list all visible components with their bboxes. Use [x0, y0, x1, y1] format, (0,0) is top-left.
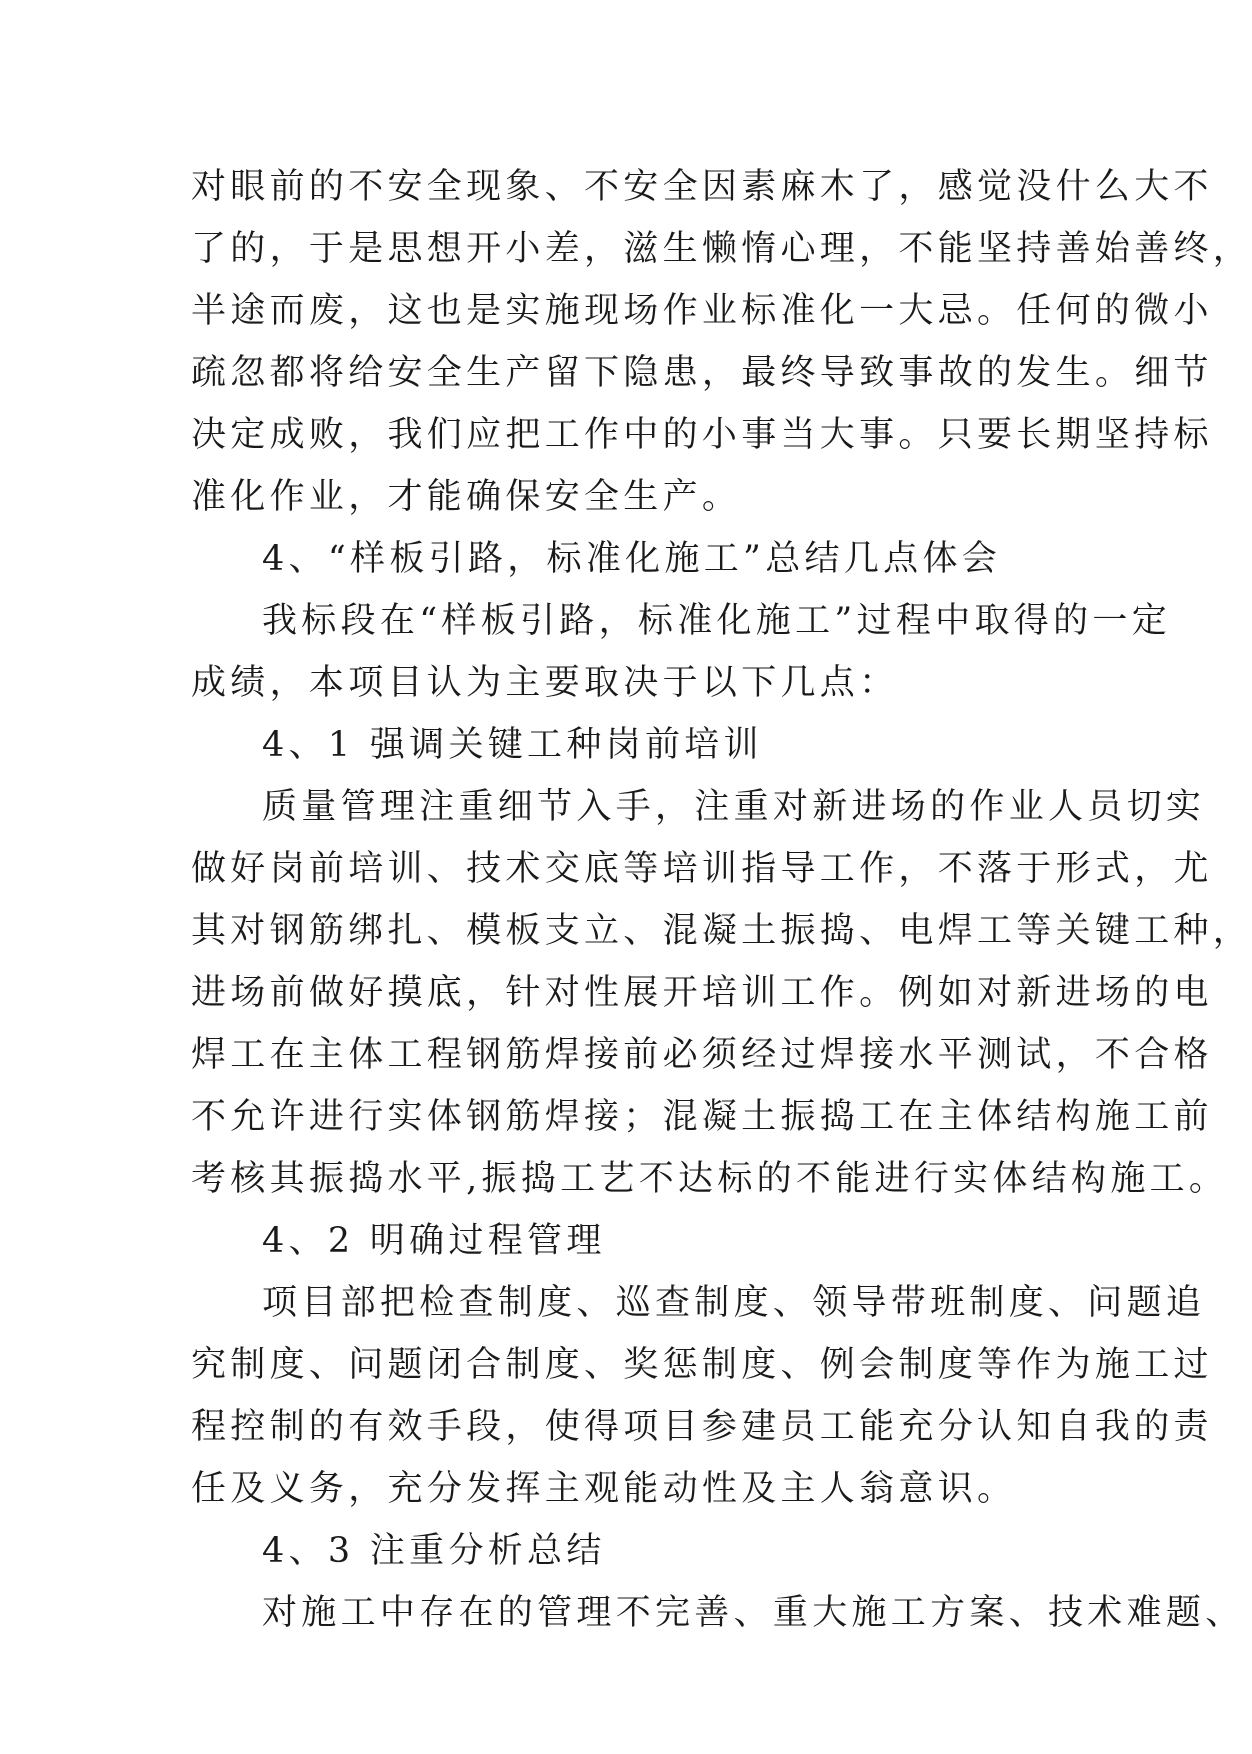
text-line: 任及义务，充分发挥主观能动性及主人翁意识。 — [191, 1469, 1017, 1509]
text-line: 质量管理注重细节入手，注重对新进场的作业人员切实 — [262, 787, 1206, 827]
text-line: 准化作业，才能确保安全生产。 — [191, 477, 742, 517]
text-line: 其对钢筋绑扎、模板支立、混凝土振捣、电焊工等关键工种， — [191, 911, 1252, 951]
text-line: 做好岗前培训、技术交底等培训指导工作，不落于形式，尤 — [191, 849, 1213, 889]
text-line: 不允许进行实体钢筋焊接；混凝土振捣工在主体结构施工前 — [191, 1097, 1213, 1137]
subsection-heading: 4、1 强调关键工种岗前培训 — [262, 725, 763, 765]
text-line: 项目部把检查制度、巡查制度、领导带班制度、问题追 — [262, 1283, 1206, 1323]
text-line: 究制度、问题闭合制度、奖惩制度、例会制度等作为施工过 — [191, 1345, 1213, 1385]
text-line: 焊工在主体工程钢筋焊接前必须经过焊接水平测试，不合格 — [191, 1035, 1213, 1075]
text-line: 疏忽都将给安全生产留下隐患，最终导致事故的发生。细节 — [191, 353, 1213, 393]
text-line: 程控制的有效手段，使得项目参建员工能充分认知自我的责 — [191, 1407, 1213, 1447]
text-line: 对眼前的不安全现象、不安全因素麻木了，感觉没什么大不 — [191, 167, 1213, 207]
text-line: 考核其振捣水平,振捣工艺不达标的不能进行实体结构施工。 — [191, 1159, 1229, 1199]
subsection-heading: 4、2 明确过程管理 — [262, 1221, 606, 1261]
section-heading: 4、“样板引路，标准化施工”总结几点体会 — [262, 539, 1002, 579]
text-line: 了的，于是思想开小差，滋生懒惰心理，不能坚持善始善终， — [191, 229, 1252, 269]
text-line: 进场前做好摸底，针对性展开培训工作。例如对新进场的电 — [191, 973, 1213, 1013]
text-line: 对施工中存在的管理不完善、重大施工方案、技术难题、 — [262, 1593, 1245, 1633]
text-line: 半途而废，这也是实施现场作业标准化一大忌。任何的微小 — [191, 291, 1213, 331]
text-line: 决定成败，我们应把工作中的小事当大事。只要长期坚持标 — [191, 415, 1213, 455]
text-line: 成绩，本项目认为主要取决于以下几点： — [191, 663, 899, 703]
text-line: 我标段在“样板引路，标准化施工”过程中取得的一定 — [262, 601, 1171, 641]
subsection-heading: 4、3 注重分析总结 — [262, 1531, 606, 1571]
document-body — [191, 156, 1252, 1644]
